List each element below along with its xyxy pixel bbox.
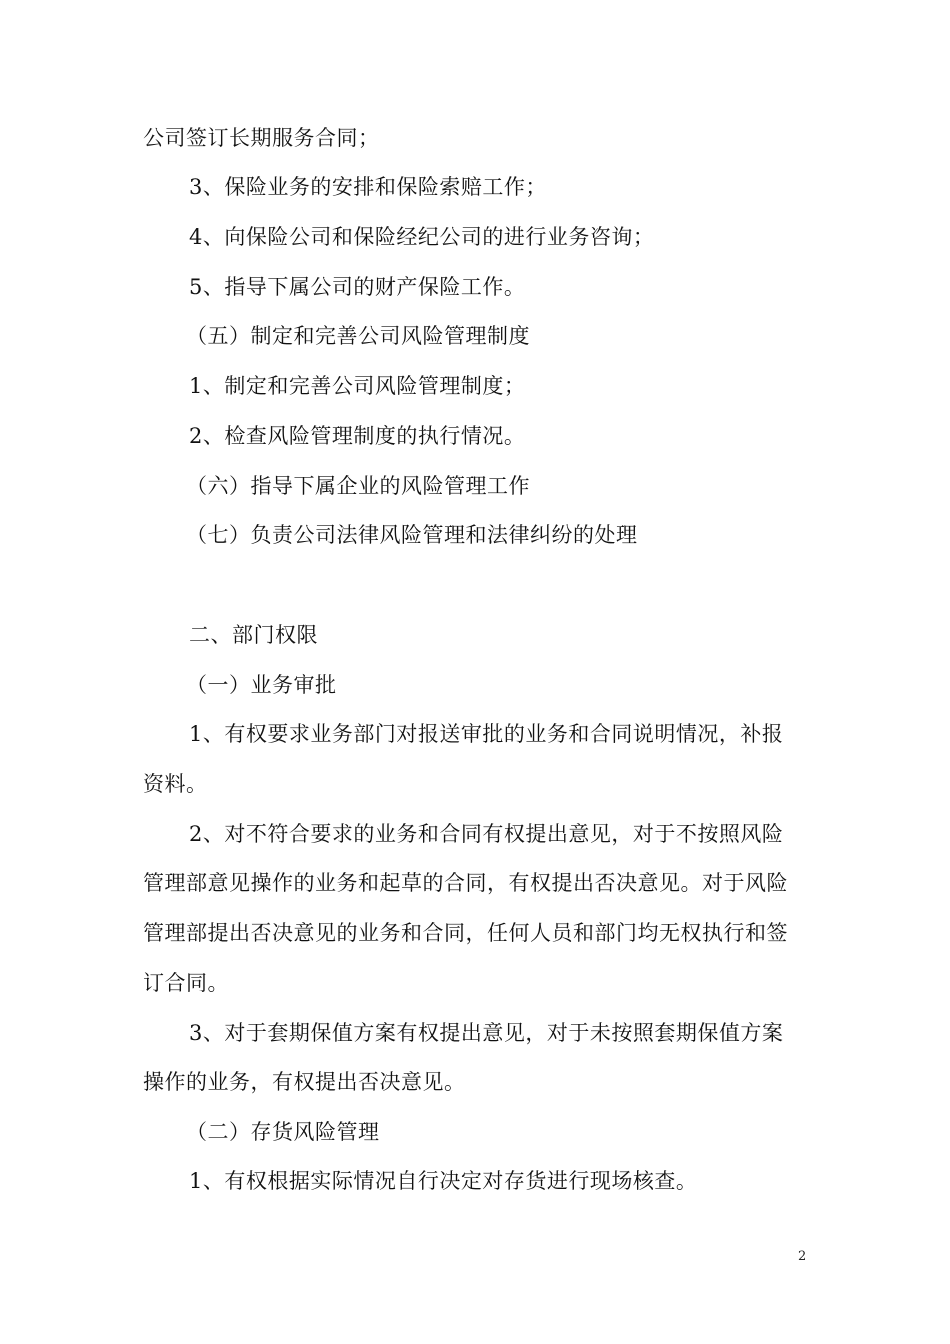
section-heading: （六）指导下属企业的风险管理工作 — [186, 474, 530, 498]
text-line: 订合同。 — [143, 971, 229, 995]
text-line: 1、有权要求业务部门对报送审批的业务和合同说明情况，补报 — [189, 722, 784, 746]
text-line: 3、对于套期保值方案有权提出意见，对于未按照套期保值方案 — [189, 1021, 784, 1045]
text-line: 5、指导下属公司的财产保险工作。 — [189, 275, 526, 299]
text-line: 1、有权根据实际情况自行决定对存货进行现场核查。 — [189, 1169, 698, 1193]
text-line: 2、对不符合要求的业务和合同有权提出意见，对于不按照风险 — [189, 822, 784, 846]
section-heading: （七）负责公司法律风险管理和法律纠纷的处理 — [186, 523, 638, 547]
text-line: 1、制定和完善公司风险管理制度； — [189, 374, 526, 398]
text-line: 4、向保险公司和保险经纪公司的进行业务咨询； — [189, 225, 655, 249]
text-line: 公司签订长期服务合同； — [143, 126, 380, 150]
section-heading: （五）制定和完善公司风险管理制度 — [186, 324, 530, 348]
section-heading: （一）业务审批 — [186, 673, 337, 697]
text-line: 3、保险业务的安排和保险索赔工作； — [189, 175, 547, 199]
page-number: 2 — [798, 1249, 807, 1264]
text-line: 管理部意见操作的业务和起草的合同，有权提出否决意见。对于风险 — [143, 871, 788, 895]
text-line: 操作的业务，有权提出否决意见。 — [143, 1070, 466, 1094]
text-line: 管理部提出否决意见的业务和合同，任何人员和部门均无权执行和签 — [143, 921, 788, 945]
chapter-heading: 二、部门权限 — [189, 623, 318, 647]
text-line: 资料。 — [143, 772, 208, 796]
section-heading: （二）存货风险管理 — [186, 1120, 380, 1144]
text-line: 2、检查风险管理制度的执行情况。 — [189, 424, 526, 448]
